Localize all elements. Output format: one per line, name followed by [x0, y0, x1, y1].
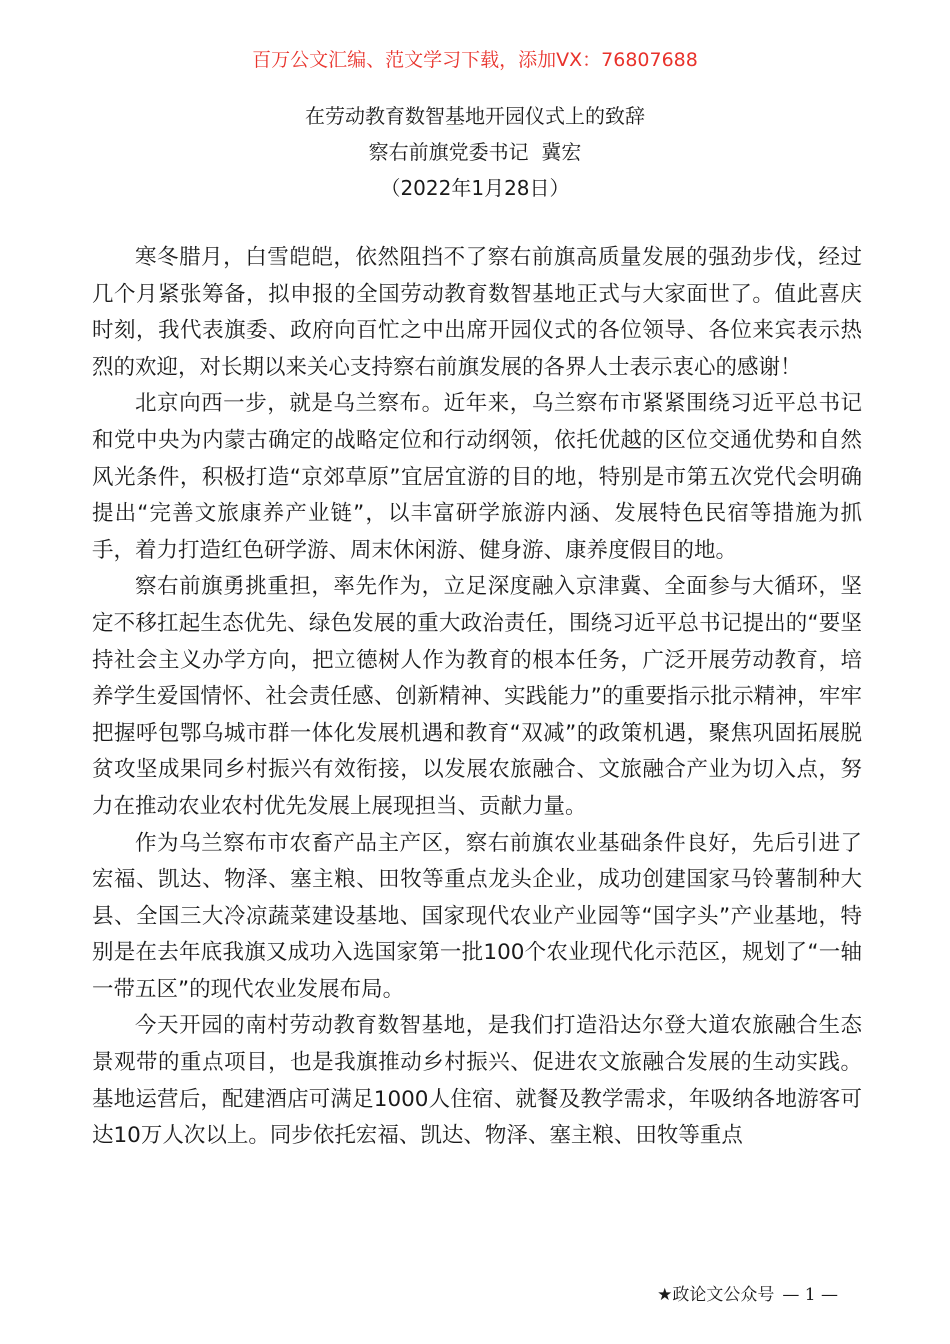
document-body	[92, 240, 862, 1155]
document-date: （2022年1月28日）	[380, 176, 570, 200]
paragraph: 作为乌兰察布市农畜产品主产区，察右前旗农业基础条件良好，先后引进了宏福、凯达、物泽、塞主粮、田牧等重点龙头企业，成功创建国家马铃薯制种大县、全国三大冷凉蔬菜建设基地、国家现代农业产业园等“国字头”产业基地，特别是在去年底我旗又成功入选国家第一批100个农业现代化示范区，规划了“一轴一带五区”的现代农业发展布局。	[92, 830, 862, 1002]
title-block	[0, 98, 950, 206]
document-title: 在劳动教育数智基地开园仪式上的致辞	[305, 104, 645, 128]
page-footer	[657, 1282, 838, 1308]
page-number: — 1 —	[782, 1285, 838, 1305]
paragraph: 今天开园的南村劳动教育数智基地，是我们打造沿达尔登大道农旅融合生态景观带的重点项目，也是我旗推动乡村振兴、促进农文旅融合发展的生动实践。基地运营后，配建酒店可满足1000人住宿、就餐及教学需求，年吸纳各地游客可达10万人次以上。同步依托宏福、凯达、物泽、塞主粮、田牧等重点	[92, 1013, 862, 1149]
footer-source: ★政论文公众号	[657, 1285, 775, 1305]
paragraph: 北京向西一步，就是乌兰察布。近年来，乌兰察布市紧紧围绕习近平总书记和党中央为内蒙古确定的战略定位和行动纲领，依托优越的区位交通优势和自然风光条件，积极打造“京郊草原”宜居宜游的目的地，特别是市第五次党代会明确提出“完善文旅康养产业链”，以丰富研学旅游内涵、发展特色民宿等措施为抓手，着力打造红色研学游、周末休闲游、健身游、康养度假目的地。	[92, 391, 862, 563]
document-author: 察右前旗党委书记 冀宏	[368, 140, 582, 164]
paragraph: 寒冬腊月，白雪皑皑，依然阻挡不了察右前旗高质量发展的强劲步伐，经过几个月紧张筹备，拟申报的全国劳动教育数智基地正式与大家面世了。值此喜庆时刻，我代表旗委、政府向百忙之中出席开园仪式的各位领导、各位来宾表示热烈的欢迎，对长期以来关心支持察右前旗发展的各界人士表示衷心的感谢！	[92, 245, 862, 380]
promo-banner: 百万公文汇编、范文学习下载，添加VX：76807688	[252, 49, 698, 71]
paragraph: 察右前旗勇挑重担，率先作为，立足深度融入京津冀、全面参与大循环，坚定不移扛起生态优先、绿色发展的重大政治责任，围绕习近平总书记提出的“要坚持社会主义办学方向，把立德树人作为教育的根本任务，广泛开展劳动教育，培养学生爱国情怀、社会责任感、创新精神、实践能力”的重要指示批示精神，牢牢把握呼包鄂乌城市群一体化发展机遇和教育“双减”的政策机遇，聚焦巩固拓展脱贫攻坚成果同乡村振兴有效衔接，以发展农旅融合、文旅融合产业为切入点，努力在推动农业农村优先发展上展现担当、贡献力量。	[92, 574, 862, 819]
